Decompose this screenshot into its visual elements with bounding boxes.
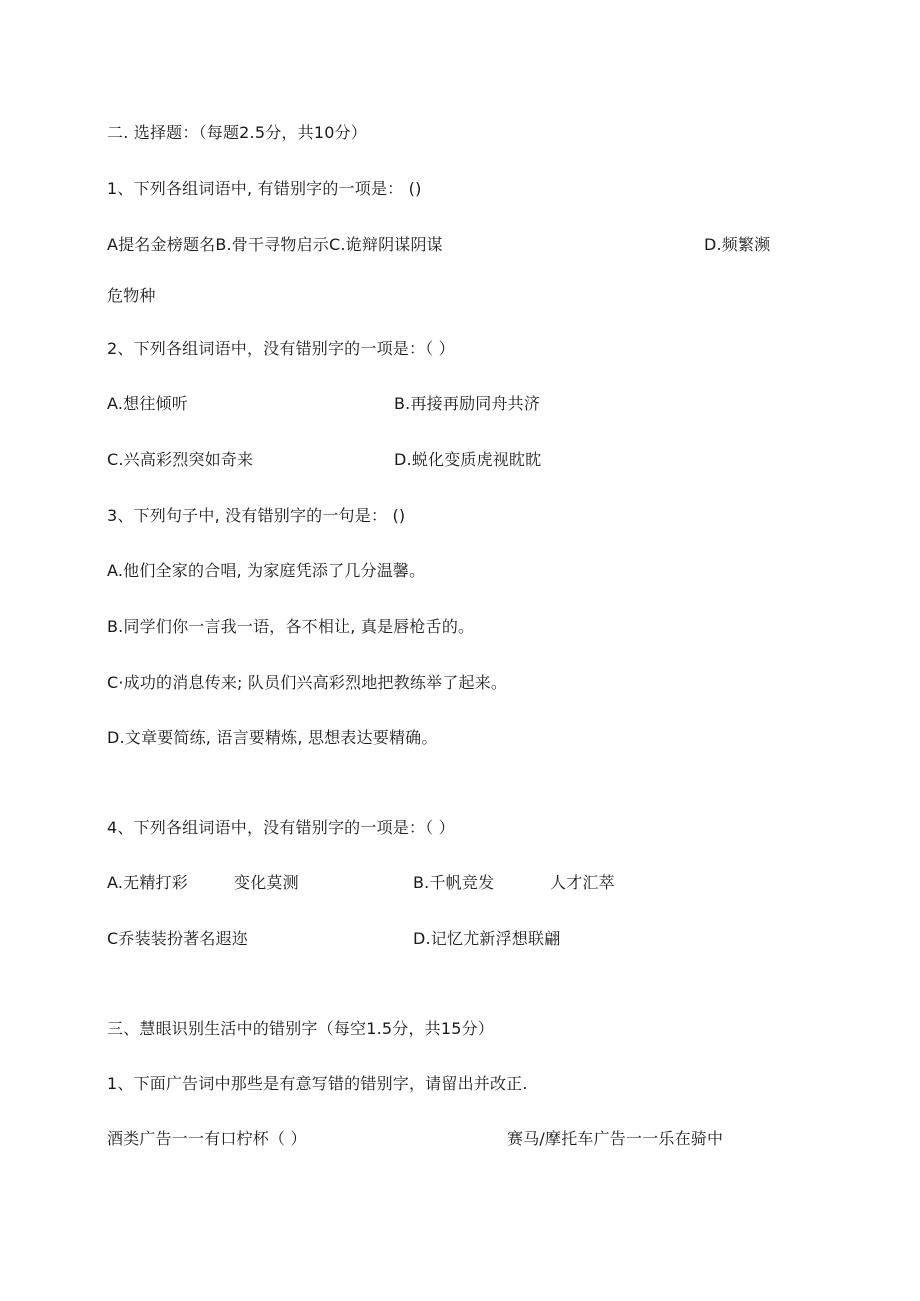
q2-option-a: A.想往倾听 (107, 394, 188, 413)
q1-options-abc: A提名金榜题名B.骨干寻物启示C.诡辩阴谋阴谋 (107, 235, 443, 254)
q3-option-d: D.文章要简练, 语言要精炼, 思想表达要精确。 (107, 728, 438, 747)
q4-option-a1: A.无精打彩 (107, 873, 188, 892)
section3-heading: 三、慧眼识别生活中的错别字（每空1.5分，共15分） (107, 1019, 495, 1038)
q4-stem: 4、下列各组词语中，没有错别字的一项是：（ ） (107, 818, 455, 837)
q2-option-b: B.再接再励同舟共济 (394, 394, 541, 413)
q2-option-d: D.蜕化变质虎视眈眈 (394, 450, 542, 469)
q2-option-c: C.兴高彩烈突如奇来 (107, 450, 254, 469)
s3-q1-stem: 1、下面广告词中那些是有意写错的错别字，请留出并改正. (107, 1074, 528, 1093)
q4-option-a2: 变化莫测 (234, 873, 299, 892)
q4-option-b2: 人才汇萃 (550, 873, 615, 892)
q4-option-c: C乔装装扮著名遐迩 (107, 929, 248, 948)
s3-q1-ad-left: 酒类广告一一有口柠杯（ ） (107, 1129, 307, 1148)
q3-option-a: A.他们全家的合唱, 为家庭凭添了几分温馨。 (107, 561, 426, 580)
q3-option-c: C·成功的消息传来; 队员们兴高彩烈地把教练举了起来。 (107, 673, 508, 692)
q1-option-d-continued: 危物种 (107, 286, 156, 305)
q3-stem: 3、下列句子中, 没有错别字的一句是： () (107, 506, 406, 525)
q2-stem: 2、下列各组词语中，没有错别字的一项是：（ ） (107, 339, 455, 358)
q4-option-d: D.记忆尤新浮想联翩 (413, 929, 561, 948)
q1-stem: 1、下列各组词语中, 有错别字的一项是： () (107, 179, 422, 198)
q3-option-b: B.同学们你一言我一语，各不相让, 真是唇枪舌的。 (107, 617, 475, 636)
s3-q1-ad-right: 赛马/摩托车广告一一乐在骑中 (507, 1129, 724, 1148)
q4-option-b1: B.千帆竞发 (413, 873, 495, 892)
q1-option-d: D.频繁濒 (704, 235, 771, 254)
section2-heading: 二. 选择题：（每题2.5分，共10分） (107, 123, 367, 142)
